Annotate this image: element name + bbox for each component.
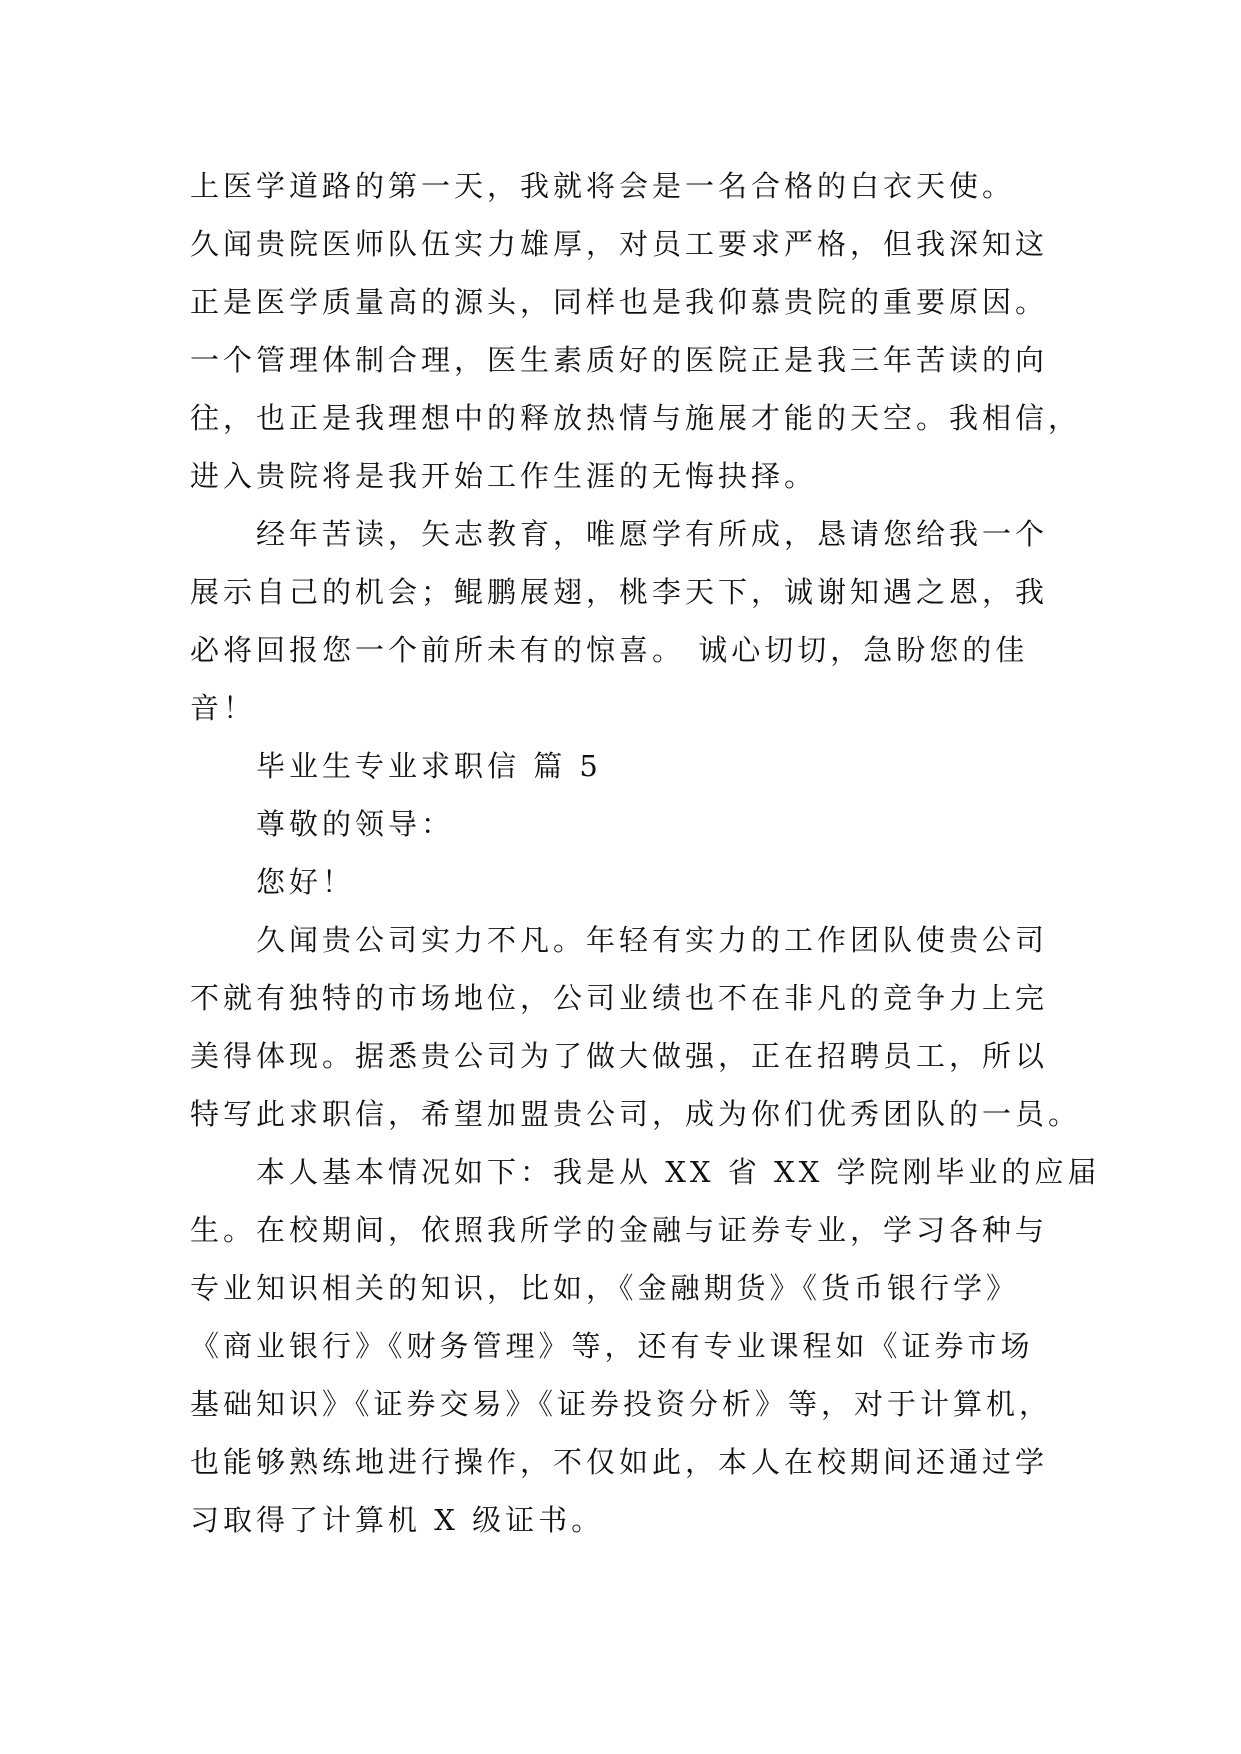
greeting: 您好！ <box>256 865 356 899</box>
text-line: 专业知识相关的知识，比如，《金融期货》《货币银行学》 <box>190 1271 1020 1305</box>
text-line: 特写此求职信，希望加盟贵公司，成为你们优秀团队的一员。 <box>190 1097 1082 1131</box>
text-line: 久闻贵院医师队伍实力雄厚，对员工要求严格，但我深知这 <box>190 227 1049 261</box>
document-body <box>190 157 1101 1549</box>
text-line: 音！ <box>190 691 257 725</box>
text-line: 本人基本情况如下：我是从 XX 省 XX 学院刚毕业的应届 <box>256 1155 1101 1189</box>
text-line: 必将回报您一个前所未有的惊喜。 诚心切切，急盼您的佳 <box>190 633 1029 667</box>
salutation: 尊敬的领导： <box>256 807 455 841</box>
text-line: 展示自己的机会；鲲鹏展翅，桃李天下，诚谢知遇之恩，我 <box>190 575 1049 609</box>
text-line: 习取得了计算机 X 级证书。 <box>190 1503 605 1537</box>
text-line: 上医学道路的第一天，我就将会是一名合格的白衣天使。 <box>190 169 1016 203</box>
text-line: 也能够熟练地进行操作，不仅如此，本人在校期间还通过学 <box>190 1445 1049 1479</box>
text-line: 一个管理体制合理，医生素质好的医院正是我三年苦读的向 <box>190 343 1049 377</box>
text-line: 生。在校期间，依照我所学的金融与证券专业，学习各种与 <box>190 1213 1049 1247</box>
text-line: 美得体现。据悉贵公司为了做大做强，正在招聘员工，所以 <box>190 1039 1049 1073</box>
text-line: 久闻贵公司实力不凡。年轻有实力的工作团队使贵公司 <box>256 923 1049 957</box>
text-line: 正是医学质量高的源头，同样也是我仰慕贵院的重要原因。 <box>190 285 1049 319</box>
text-line: 《商业银行》《财务管理》等，还有专业课程如《证券市场 <box>190 1329 1034 1363</box>
section-heading: 毕业生专业求职信 篇 5 <box>256 749 602 783</box>
text-line: 经年苦读，矢志教育，唯愿学有所成，恳请您给我一个 <box>256 517 1049 551</box>
text-line: 不就有独特的市场地位，公司业绩也不在非凡的竞争力上完 <box>190 981 1049 1015</box>
text-line: 进入贵院将是我开始工作生涯的无悔抉择。 <box>190 459 818 493</box>
text-line: 基础知识》《证券交易》《证券投资分析》等，对于计算机， <box>190 1387 1053 1421</box>
text-line: 往，也正是我理想中的释放热情与施展才能的天空。我相信， <box>190 401 1082 435</box>
